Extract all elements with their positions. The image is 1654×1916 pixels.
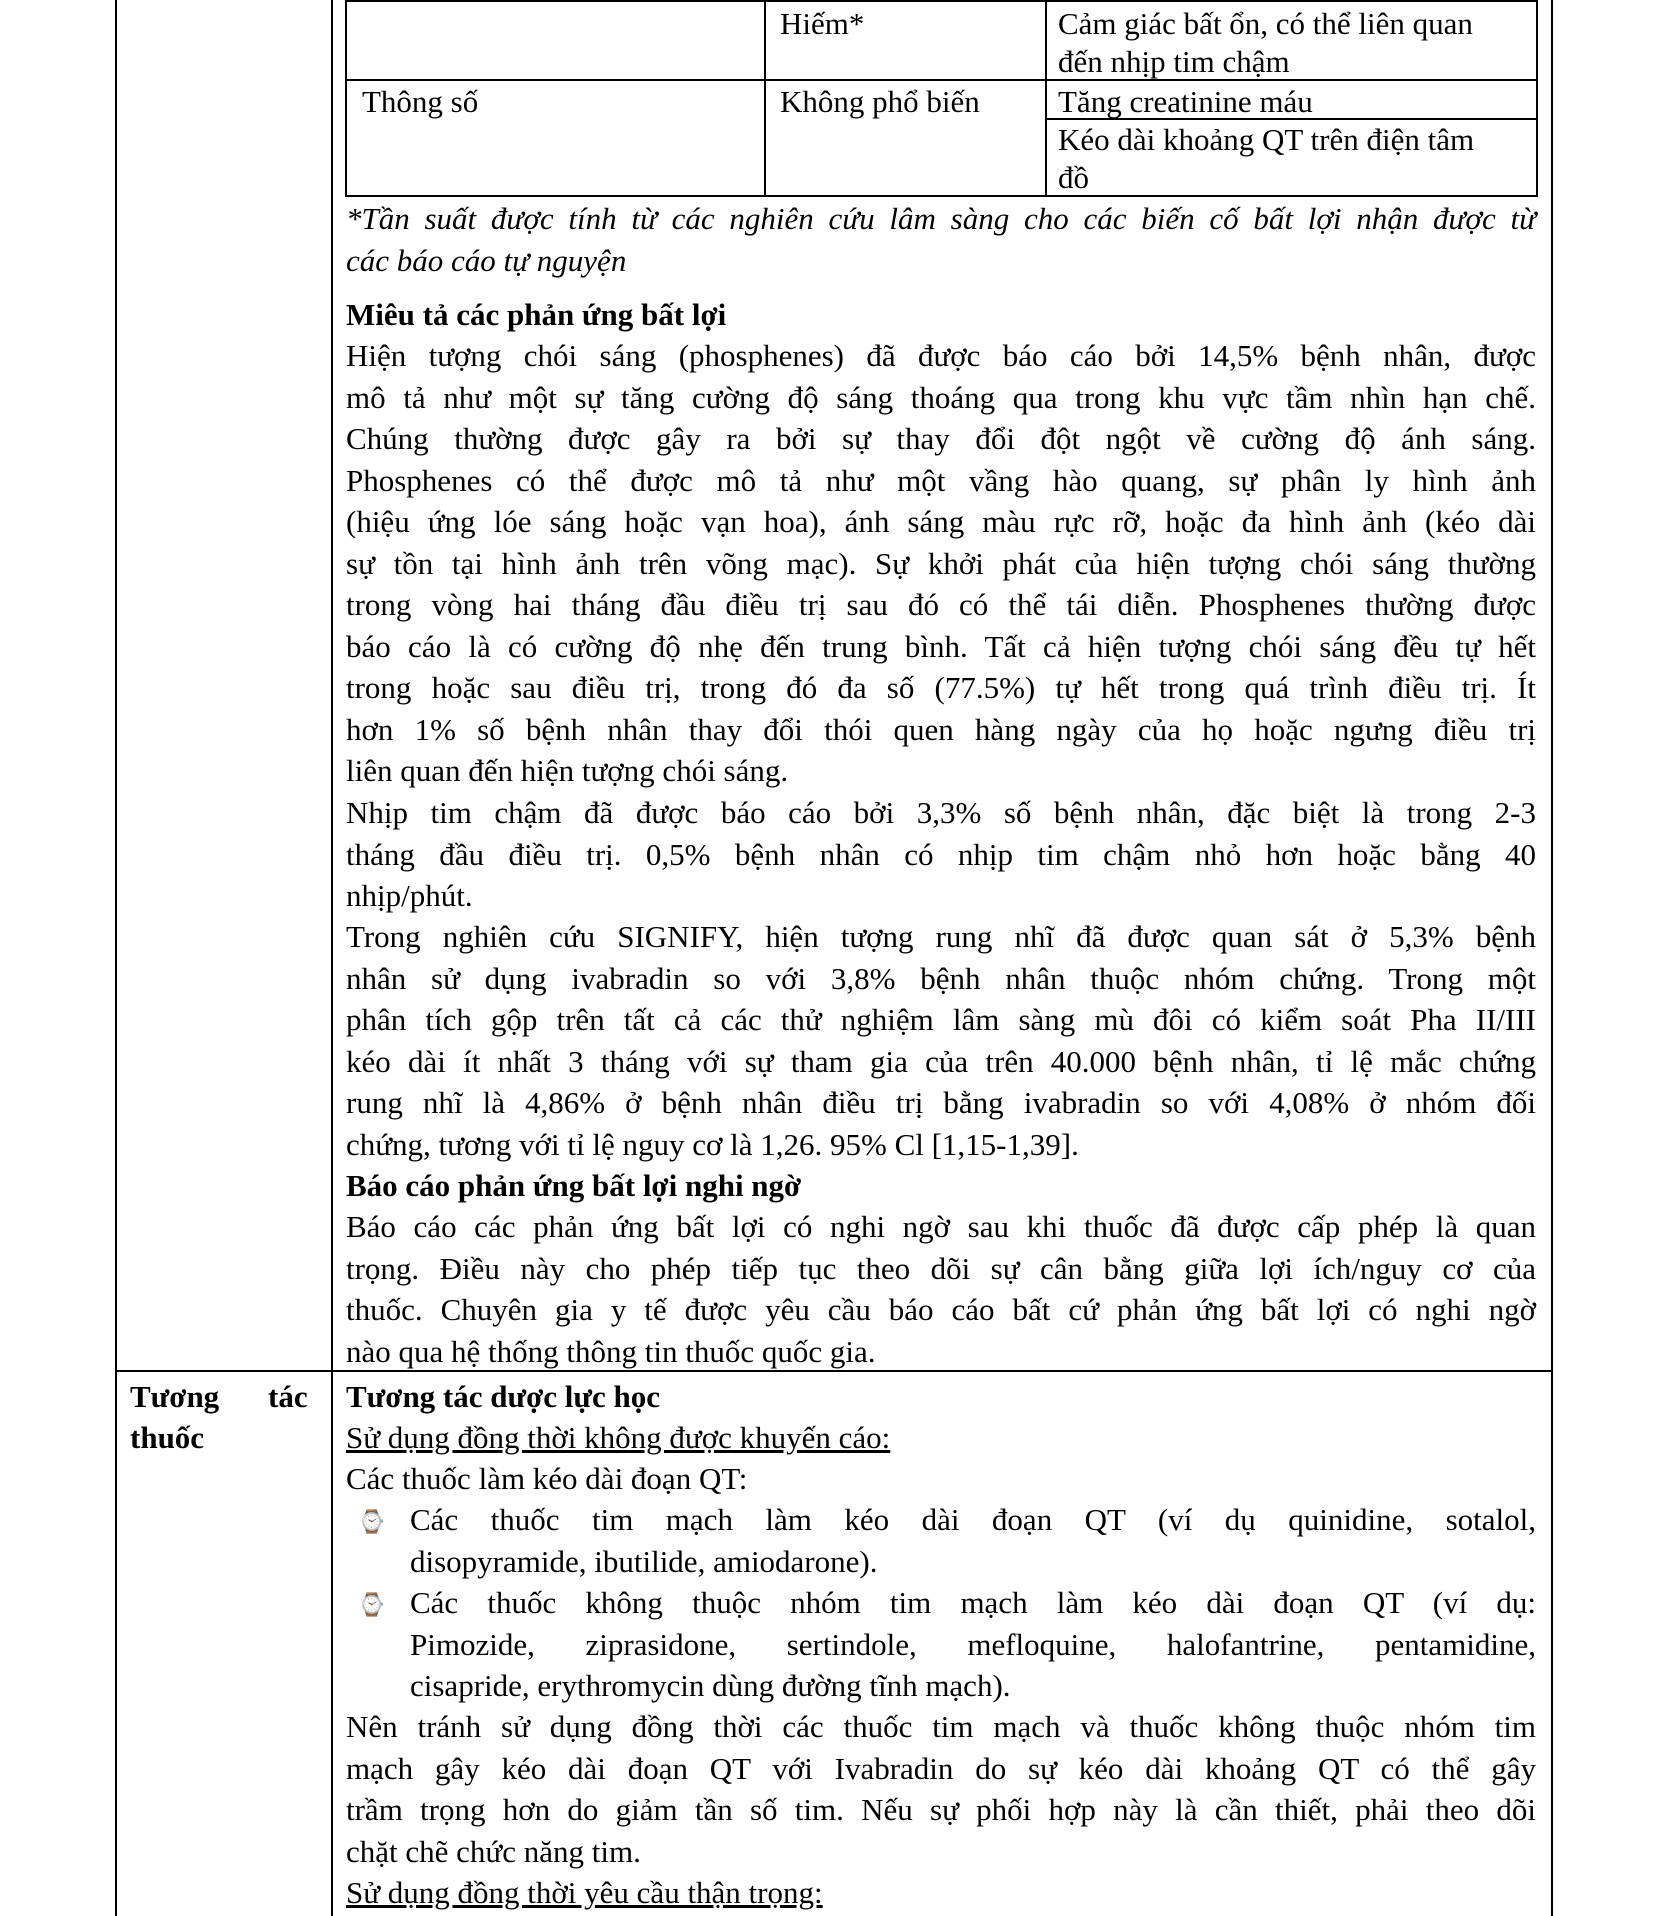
row-label-word3: thuốc <box>130 1420 205 1455</box>
row-label-word1: Tương <box>130 1379 220 1414</box>
frequency-rare: Hiếm* <box>780 6 865 41</box>
effect-malaise-line1: Cảm giác bất ổn, có thể liên quan <box>1058 6 1473 41</box>
paragraph-atrial-fibrillation: Trong nghiên cứu SIGNIFY, hiện tượng rung nhĩ đã được quan sát ở 5,3% bệnh nhân sử dụng ivabradin so với 3,8% bệnh nhân thuộc nhóm chứng. Trong một phân tích gộp trên tất cả các thử nghiệm lâm sàng mù đôi có kiểm soát Pha II/III kéo dài ít nhất 3 tháng với sự tham gia của trên 40.000 bệnh nhân, tỉ lệ mắc chứng rung nhĩ là 4,86% ở bệnh nhân điều trị bằng ivabradin so với 4,08% ở nhóm đối chứng, tương với tỉ lệ nguy cơ là 1,26. 95% Cl [1,15-1,39]. <box>346 919 1536 1162</box>
outer-right-border <box>1551 0 1553 1916</box>
bullet-non-cardiovascular-drugs: Các thuốc không thuộc nhóm tim mạch làm kéo dài đoạn QT (ví dụ: Pimozide, ziprasidone, sertindole, mefloquine, halofantrine, pentamidine, cisapride, erythromycin dùng đường tĩnh mạch). <box>410 1585 1536 1703</box>
footnote: *Tần suất được tính từ các nghiên cứu lâm sàng cho các biến cố bất lợi nhận được từ các báo cáo tự nguyện <box>346 201 1536 278</box>
subheading-not-recommended: Sử dụng đồng thời không được khuyến cáo: <box>346 1420 891 1455</box>
frequency-uncommon: Không phổ biến <box>780 84 980 119</box>
heading-suspected-reactions: Báo cáo phản ứng bất lợi nghi ngờ <box>346 1168 802 1203</box>
bullet-cardiovascular-drugs: Các thuốc tim mạch làm kéo dài đoạn QT (ví dụ quinidine, sotalol, disopyramide, ibutilide, amiodarone). <box>410 1502 1536 1579</box>
inner-table-mid1 <box>764 0 766 196</box>
bullet-icon: ⌚ <box>358 1593 386 1618</box>
inner-table-mid2 <box>1045 0 1047 196</box>
heading-pharmacodynamic: Tương tác dược lực học <box>346 1379 661 1414</box>
row-label-word2: tác <box>268 1379 308 1414</box>
subheading-caution: Sử dụng đồng thời yêu cầu thận trọng: <box>346 1875 823 1910</box>
inner-table-bottom <box>345 195 1538 197</box>
outer-left-border <box>115 0 117 1916</box>
inner-table-right <box>1536 0 1538 196</box>
effect-creatinine: Tăng creatinine máu <box>1058 84 1313 119</box>
paragraph-bradycardia: Nhịp tim chậm đã được báo cáo bởi 3,3% số bệnh nhân, đặc biệt là trong 2-3 tháng đầu điều trị. 0,5% bệnh nhân có nhịp tim chậm nhỏ hơn hoặc bằng 40 nhịp/phút. <box>346 795 1536 913</box>
organ-class-parameters: Thông số <box>362 84 479 119</box>
inner-table-top <box>345 0 1538 2</box>
bullet-icon: ⌚ <box>358 1510 386 1535</box>
effect-qt-line1: Kéo dài khoảng QT trên điện tâm <box>1058 122 1475 157</box>
paragraph-reporting: Báo cáo các phản ứng bất lợi có nghi ngờ sau khi thuốc đã được cấp phép là quan trọng. Điều này cho phép tiếp tục theo dõi sự cân bằng giữa lợi ích/nguy cơ của thuốc. Chuyên gia y tế được yêu cầu báo cáo bất cứ phản ứng bất lợi có nghi ngờ nào qua hệ thống thông tin thuốc quốc gia. <box>346 1209 1536 1369</box>
paragraph-avoid-combination: Nên tránh sử dụng đồng thời các thuốc tim mạch và thuốc không thuộc nhóm tim mạch gây kéo dài đoạn QT với Ivabradin do sự kéo dài khoảng QT có thể gây trầm trọng hơn do giảm tần số tim. Nếu sự phối hợp này là cần thiết, phải theo dõi chặt chẽ chức năng tim. <box>346 1709 1536 1869</box>
effect-qt-line2: đồ <box>1058 160 1089 195</box>
intro-qt-drugs: Các thuốc làm kéo dài đoạn QT: <box>346 1461 748 1496</box>
column-divider <box>331 0 333 1916</box>
effect-malaise-line2: đến nhịp tim chậm <box>1058 44 1290 79</box>
inner-table-left <box>345 0 347 196</box>
heading-adverse-reactions: Miêu tả các phản ứng bất lợi <box>346 297 727 332</box>
paragraph-phosphenes: Hiện tượng chói sáng (phosphenes) đã được báo cáo bởi 14,5% bệnh nhân, được mô tả như một sự tăng cường độ sáng thoáng qua trong khu vực tầm nhìn hạn chế. Chúng thường được gây ra bởi sự thay đổi đột ngột về cường độ ánh sáng. Phosphenes có thể được mô tả như một vầng hào quang, sự phân ly hình ảnh (hiệu ứng lóe sáng hoặc vạn hoa), ánh sáng màu rực rỡ, hoặc đa hình ảnh (kéo dài sự tồn tại hình ảnh trên võng mạc). Sự khởi phát của hiện tượng chói sáng thường trong vòng hai tháng đầu điều trị sau đó có thể tái diễn. Phosphenes thường được báo cáo là có cường độ nhẹ đến trung bình. Tất cả hiện tượng chói sáng đều tự hết trong hoặc sau điều trị, trong đó đa số (77.5%) tự hết trong quá trình điều trị. Ít hơn 1% số bệnh nhân thay đổi thói quen hàng ngày của họ hoặc ngưng điều trị liên quan đến hiện tượng chói sáng. <box>346 338 1536 788</box>
